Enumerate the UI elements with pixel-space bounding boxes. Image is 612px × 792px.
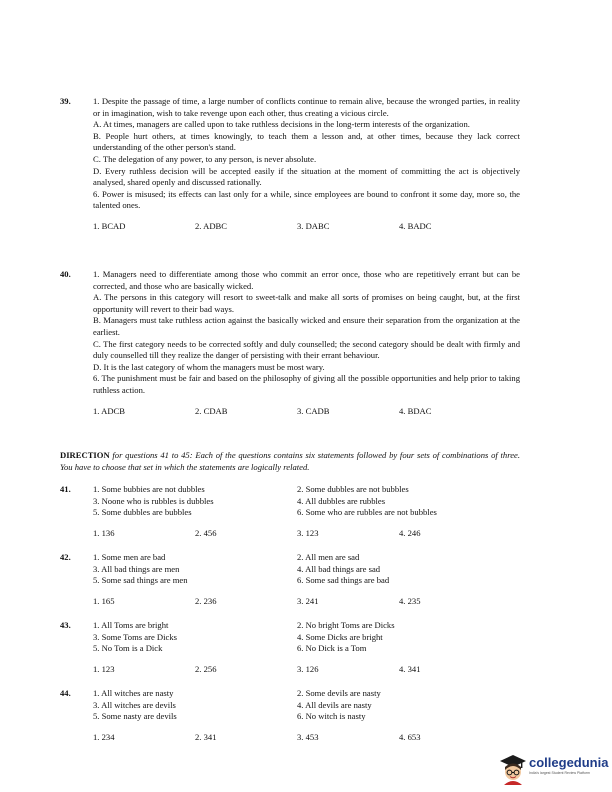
statement: 6. Some sad things are bad bbox=[297, 575, 390, 586]
answer-options bbox=[93, 732, 520, 744]
statement: 4. All dubbles are rubbles bbox=[297, 495, 386, 506]
statement: 6. No witch is nasty bbox=[297, 711, 366, 722]
statement: 5. Some sad things are men bbox=[93, 575, 188, 586]
option: 3. 123 bbox=[297, 528, 319, 538]
answer-options bbox=[93, 596, 520, 608]
option: 3. CADB bbox=[297, 405, 330, 416]
option: 3. 241 bbox=[297, 596, 319, 606]
option: 4. 341 bbox=[399, 664, 421, 674]
collegedunia-logo[interactable] bbox=[499, 751, 607, 787]
answer-options bbox=[93, 406, 520, 418]
answer-options bbox=[93, 528, 520, 540]
answer-options bbox=[93, 221, 520, 233]
statement: 4. Some Dicks are bright bbox=[297, 631, 383, 642]
statement: 5. No Tom is a Dick bbox=[93, 643, 163, 654]
option: 2. 341 bbox=[195, 732, 217, 742]
statement: 6. The punishment must be fair and based on the philosophy of giving all the possible opportunities and help prior to taking ruthless action. bbox=[93, 373, 520, 395]
question-44 bbox=[60, 688, 520, 744]
option: 4. 235 bbox=[399, 596, 421, 606]
statement: 1. Despite the passage of time, a large number of conflicts continue to remain alive, because the wronged parties, in reality or in imagination, wish to take revenge upon each other, thus creating a vicious circle. bbox=[93, 96, 520, 118]
direction-paragraph bbox=[60, 450, 520, 473]
statement: 3. Noone who is rubbles is dubbles bbox=[93, 495, 214, 506]
question-41 bbox=[60, 484, 520, 540]
question-42 bbox=[60, 552, 520, 608]
statement: B. People hurt others, at times knowingly, to teach them a lesson and, at other times, because they lack correct understanding of the other person's stand. bbox=[93, 130, 520, 153]
statement: 2. Some devils are nasty bbox=[297, 688, 381, 698]
graduate-avatar-icon bbox=[499, 753, 527, 785]
brand-name: collegedunia bbox=[529, 755, 609, 770]
statement: 2. Some dubbles are not bubbles bbox=[297, 484, 409, 494]
question-number: 40. bbox=[60, 269, 71, 279]
statement: 6. Power is misused; its effects can last only for a while, since employees are bound to confront it some day, more so, the talented ones. bbox=[93, 188, 520, 211]
option: 1. 234 bbox=[93, 732, 115, 742]
direction-label: DIRECTION bbox=[60, 450, 110, 460]
statement: B. Managers must take ruthless action against the basically wicked and ensure their separation from the organization at the earliest. bbox=[93, 315, 520, 337]
statement: 1. Managers need to differentiate among those who commit an error once, those who are repetitively errant but can be corrected, and those who are basically wicked. bbox=[93, 269, 520, 291]
option: 2. 456 bbox=[195, 528, 217, 538]
direction-text: for questions 41 to 45: Each of the questions contains six statements followed by four sets of combinations of three. You have to choose that set in which the statements are logically related. bbox=[60, 450, 520, 472]
option: 2. ADBC bbox=[195, 220, 227, 231]
statement: 3. Some Toms are Dicks bbox=[93, 631, 177, 642]
statement: 5. Some dubbles are bubbles bbox=[93, 507, 192, 518]
option: 3. DABC bbox=[297, 220, 330, 231]
answer-options bbox=[93, 664, 520, 676]
option: 3. 453 bbox=[297, 732, 319, 742]
option: 4. 246 bbox=[399, 528, 421, 538]
statement: 1. All witches are nasty bbox=[93, 688, 174, 698]
statement: C. The first category needs to be corrected softly and duly counselled; the second category should be dealt with firmly and duly counselled till they realize the danger of persisting with their errant behaviour. bbox=[93, 338, 520, 361]
option: 1. 165 bbox=[93, 596, 115, 606]
brand-tagline: India's largest Student Review Platform bbox=[529, 771, 590, 775]
question-40 bbox=[60, 269, 520, 418]
option: 1. BCAD bbox=[93, 220, 126, 231]
question-number: 39. bbox=[60, 96, 71, 106]
statement: 2. All men are sad bbox=[297, 552, 360, 562]
option: 1. 136 bbox=[93, 528, 115, 538]
statement: 1. Some bubbies are not dubbles bbox=[93, 484, 205, 494]
statement: 6. Some who are rubbles are not bubbles bbox=[297, 507, 437, 518]
question-number: 43. bbox=[60, 620, 71, 630]
option: 3. 126 bbox=[297, 664, 319, 674]
statement: 4. All devils are nasty bbox=[297, 699, 372, 710]
option: 2. 236 bbox=[195, 596, 217, 606]
option: 1. ADCB bbox=[93, 405, 125, 416]
statement: D. It is the last category of whom the managers must be most wary. bbox=[93, 361, 325, 372]
statement: 2. No bright Toms are Dicks bbox=[297, 620, 395, 630]
statement: C. The delegation of any power, to any person, is never absolute. bbox=[93, 153, 317, 164]
question-number: 44. bbox=[60, 688, 71, 698]
statement: 4. All bad things are sad bbox=[297, 563, 381, 574]
question-number: 42. bbox=[60, 552, 71, 562]
statement: 3. All witches are devils bbox=[93, 699, 176, 710]
question-43 bbox=[60, 620, 520, 676]
option: 2. CDAB bbox=[195, 405, 228, 416]
question-number: 41. bbox=[60, 484, 71, 494]
option: 2. 256 bbox=[195, 664, 217, 674]
option: 4. BADC bbox=[399, 220, 432, 231]
option: 4. 653 bbox=[399, 732, 421, 742]
statement: 3. All bad things are men bbox=[93, 563, 180, 574]
statement: 6. No Dick is a Tom bbox=[297, 643, 367, 654]
option: 4. BDAC bbox=[399, 405, 432, 416]
option: 1. 123 bbox=[93, 664, 115, 674]
statement: 1. All Toms are bright bbox=[93, 620, 169, 630]
statement: 1. Some men are bad bbox=[93, 552, 166, 562]
statement: D. Every ruthless decision will be accepted easily if the situation at the moment of committing the act is objectively analysed, shared openly and discussed rationally. bbox=[93, 165, 520, 188]
question-39 bbox=[60, 96, 520, 233]
statement: A. At times, managers are called upon to take ruthless decisions in the long-term interests of the organization. bbox=[93, 119, 470, 130]
statement: A. The persons in this category will resort to sweet-talk and make all sorts of promises on being caught, but, at the first opportunity will revert to their bad ways. bbox=[93, 292, 520, 314]
statement: 5. Some nasty are devils bbox=[93, 711, 177, 722]
